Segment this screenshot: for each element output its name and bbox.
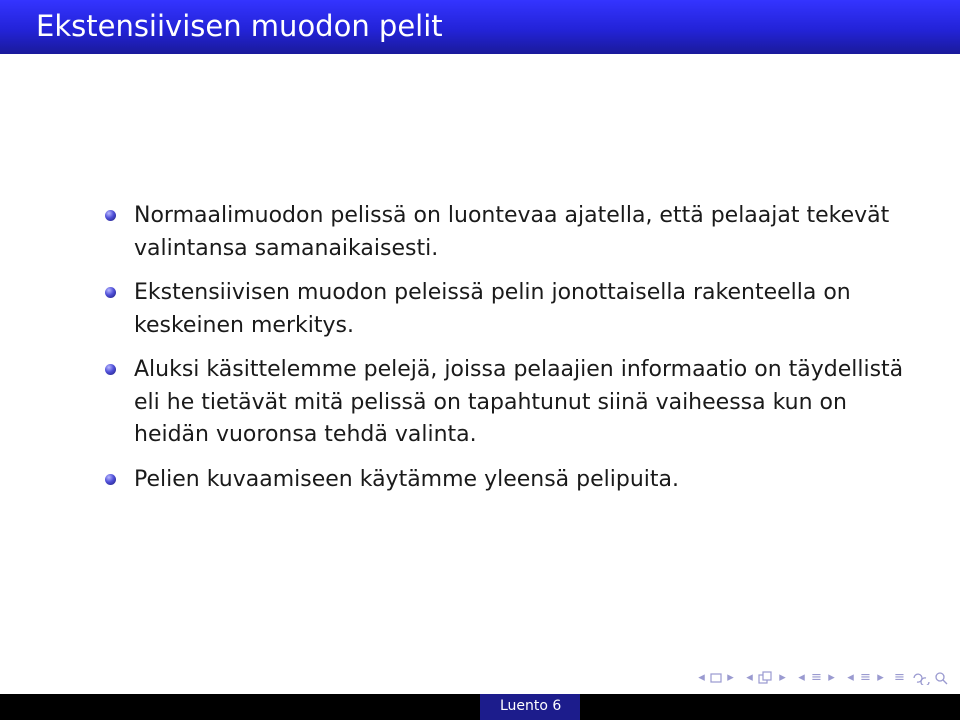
nav-prev-frame-icon[interactable]: ◂	[698, 670, 705, 685]
nav-next-document-icon[interactable]: ▸	[877, 670, 884, 685]
bullet-list	[105, 200, 905, 508]
nav-frame-icon	[710, 672, 722, 684]
nav-align-icon[interactable]: ≡	[894, 670, 905, 685]
bullet-text: Pelien kuvaamiseen käytämme yleensä pelipuita.	[134, 466, 679, 492]
bullet-item	[105, 200, 905, 265]
nav-next-frame-icon[interactable]: ▸	[727, 670, 734, 685]
slide-title: Ekstensiivisen muodon pelit	[36, 9, 443, 43]
footer-lecture-label: Luento 6	[500, 698, 562, 714]
nav-document-icon: ≡	[860, 670, 871, 685]
nav-document-group	[844, 671, 887, 685]
footer-bar	[0, 694, 960, 720]
nav-next-subsection-icon[interactable]: ▸	[779, 670, 786, 685]
nav-frame-group	[695, 671, 737, 685]
nav-section-icon: ≡	[811, 670, 822, 685]
bullet-text: Aluksi käsittelemme pelejä, joissa pelaajien informaatio on täydellistä eli he tietävät mitä pelissä on tapahtunut siinä vaiheessa kun on heidän vuoronsa tehdä valinta.	[134, 357, 904, 447]
bullet-text: Ekstensiivisen muodon peleissä pelin jonottaisella rakenteella on keskeinen merkitys.	[134, 280, 851, 338]
bullet-ball-icon	[105, 287, 116, 298]
navigation-bar	[695, 671, 952, 685]
nav-prev-document-icon[interactable]: ◂	[847, 670, 854, 685]
nav-search-icon[interactable]	[912, 671, 952, 685]
nav-next-section-icon[interactable]: ▸	[828, 670, 835, 685]
bullet-item	[105, 354, 905, 452]
bullet-text: Normaalimuodon pelissä on luontevaa ajatella, että pelaajat tekevät valintansa samanaikaisesti.	[134, 203, 890, 261]
title-bar	[0, 0, 960, 54]
bullet-item	[105, 464, 905, 497]
nav-subsection-group	[743, 671, 789, 685]
bullet-ball-icon	[105, 210, 116, 221]
bullet-ball-icon	[105, 364, 116, 375]
nav-subsection-icon	[758, 671, 774, 685]
nav-prev-section-icon[interactable]: ◂	[798, 670, 805, 685]
nav-section-group	[795, 671, 838, 685]
bullet-item	[105, 277, 905, 342]
nav-prev-subsection-icon[interactable]: ◂	[746, 670, 753, 685]
bullet-ball-icon	[105, 474, 116, 485]
